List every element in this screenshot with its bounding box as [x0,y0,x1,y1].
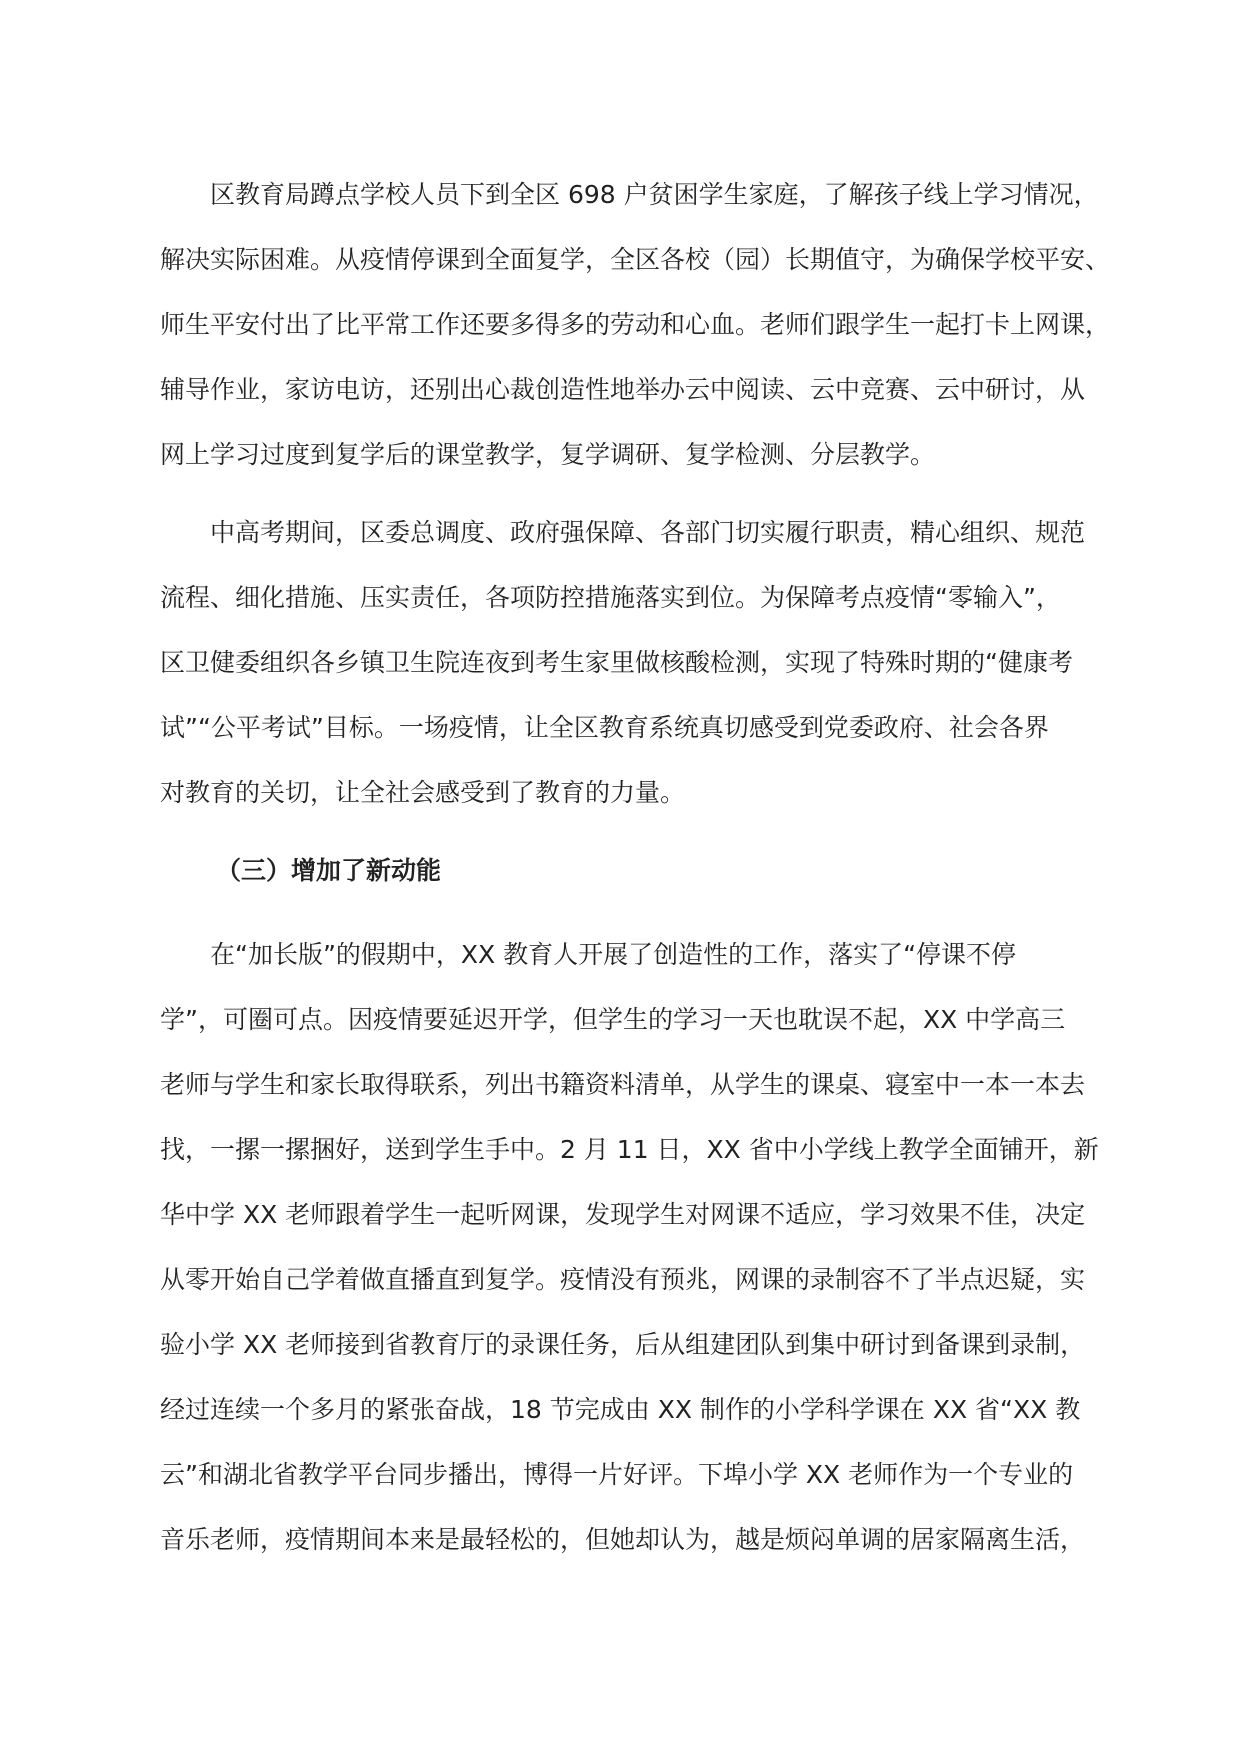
paragraph-line: 老师与学生和家长取得联系，列出书籍资料清单，从学生的课桌、寝室中一本一本去 [160,1070,1086,1099]
paragraph-line: 流程、细化措施、压实责任，各项防控措施落实到位。为保障考点疫情“零输入”， [160,583,1061,612]
paragraph-line: 验小学 XX 老师接到省教育厅的录课任务，后从组建团队到集中研讨到备课到录制， [160,1330,1086,1359]
paragraph-line: 在“加长版”的假期中，XX 教育人开展了创造性的工作，落实了“停课不停 [210,940,1017,969]
paragraph-2 [160,500,1100,825]
paragraph-line: 区教育局蹲点学校人员下到全区 698 户贫困学生家庭，了解孩子线上学习情况， [210,180,1099,209]
paragraph-line: 云”和湖北省教学平台同步播出，博得一片好评。下埠小学 XX 老师作为一个专业的 [160,1460,1074,1489]
paragraph-line: 学”，可圈可点。因疫情要延迟开学，但学生的学习一天也耽误不起，XX 中学高三 [160,1005,1066,1034]
paragraph-1 [160,162,1111,487]
paragraph-line: 对教育的关切，让全社会感受到了教育的力量。 [160,778,686,807]
paragraph-line: 解决实际困难。从疫情停课到全面复学，全区各校（园）长期值守，为确保学校平安、 [160,245,1111,274]
paragraph-line: 华中学 XX 老师跟着学生一起听网课，发现学生对网课不适应，学习效果不佳，决定 [160,1200,1086,1229]
paragraph-line: 网上学习过度到复学后的课堂教学，复学调研、复学检测、分层教学。 [160,440,936,469]
paragraph-3 [160,922,1100,1572]
section-heading: （三）增加了新动能 [216,856,442,885]
paragraph-line: 辅导作业，家访电访，还别出心裁创造性地举办云中阅读、云中竞赛、云中研讨，从 [160,375,1086,404]
paragraph-line: 音乐老师，疫情期间本来是最轻松的，但她却认为，越是烦闷单调的居家隔离生活， [160,1525,1086,1554]
paragraph-line: 找，一摞一摞捆好，送到学生手中。2 月 11 日，XX 省中小学线上教学全面铺开，新 [160,1135,1099,1164]
paragraph-line: 试”“公平考试”目标。一场疫情，让全区教育系统真切感受到党委政府、社会各界 [160,713,1049,742]
paragraph-line: 区卫健委组织各乡镇卫生院连夜到考生家里做核酸检测，实现了特殊时期的“健康考 [160,648,1073,677]
section-heading-block [160,838,1100,903]
paragraph-line: 中高考期间，区委总调度、政府强保障、各部门切实履行职责，精心组织、规范 [210,518,1086,547]
paragraph-line: 师生平安付出了比平常工作还要多得多的劳动和心血。老师们跟学生一起打卡上网课， [160,310,1111,339]
paragraph-line: 经过连续一个多月的紧张奋战，18 节完成由 XX 制作的小学科学课在 XX 省“XX 教 [160,1395,1081,1424]
paragraph-line: 从零开始自己学着做直播直到复学。疫情没有预兆，网课的录制容不了半点迟疑，实 [160,1265,1086,1294]
